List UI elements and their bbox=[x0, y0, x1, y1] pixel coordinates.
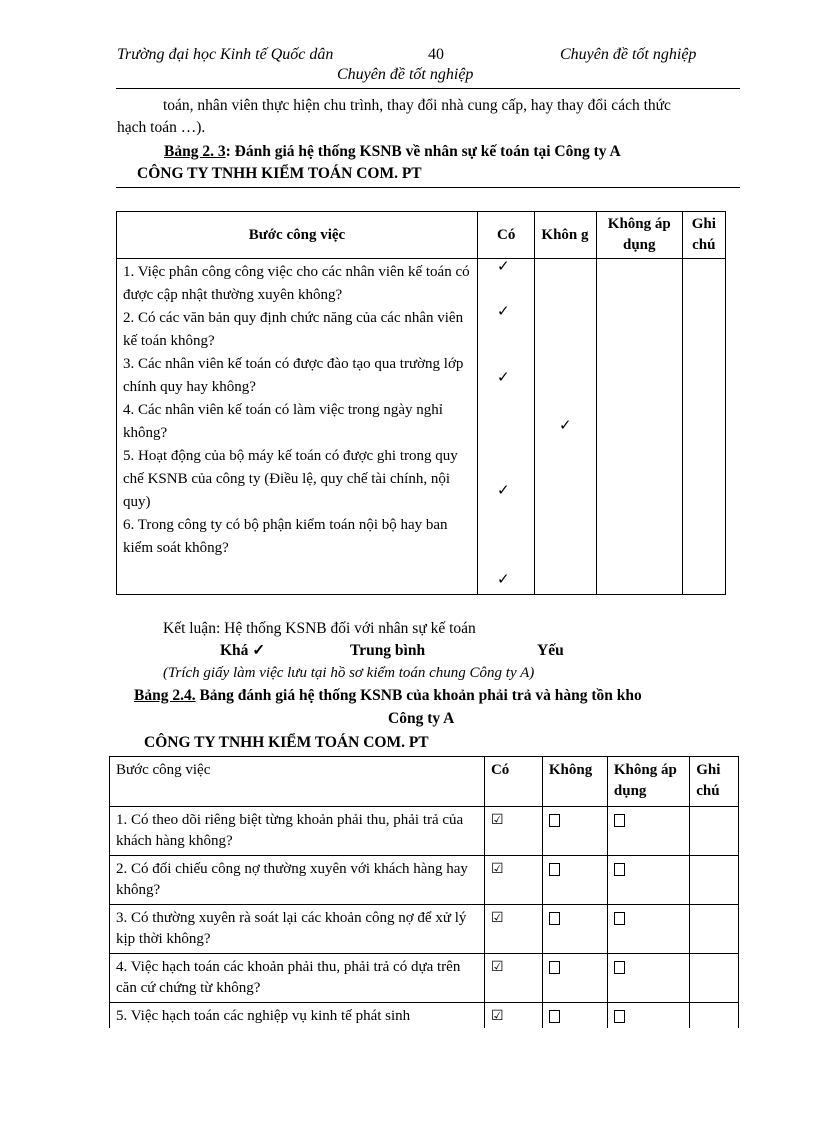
table2-row-text: 3. Có thường xuyên rà soát lại các khoản công nợ để xử lý kịp thời không? bbox=[110, 905, 485, 954]
table2-na-checkbox bbox=[614, 912, 625, 925]
header-right-title: Chuyên đề tốt nghiệp bbox=[560, 46, 697, 63]
table1-na-cell bbox=[596, 259, 682, 595]
page-cutoff bbox=[0, 1028, 816, 1123]
table1-question-6: 6. Trong công ty có bộ phận kiểm toán nội bộ hay ban kiểm soát không? bbox=[123, 517, 448, 556]
table2-row bbox=[110, 905, 739, 954]
table2-na-checkbox bbox=[614, 961, 625, 974]
table2-row bbox=[110, 954, 739, 1003]
table2-na-checkbox-cell bbox=[607, 807, 689, 856]
table2-yes-checkbox: ☑ bbox=[484, 807, 542, 856]
table1-question-5: 5. Hoạt động của bộ máy kế toán có được ghi trong quy chế KSNB của công ty (Điều lệ, quy chế tài chính, nội quy) bbox=[123, 448, 458, 510]
table1-caption bbox=[164, 141, 621, 163]
header-rule bbox=[116, 88, 740, 89]
table2-note-cell bbox=[690, 856, 739, 905]
conclusion-source: (Trích giấy làm việc lưu tại hồ sơ kiểm toán chung Công ty A) bbox=[163, 665, 535, 681]
table1-questions-cell bbox=[117, 259, 478, 595]
table2-yes-checkbox: ☑ bbox=[484, 1003, 542, 1034]
table2-yes-checkbox: ☑ bbox=[484, 905, 542, 954]
table2-row-text: 4. Việc hạch toán các khoản phải thu, phải trả có dựa trên căn cứ chứng từ không? bbox=[110, 954, 485, 1003]
check-mark-q5: ✓ bbox=[497, 483, 510, 499]
table2-no-checkbox bbox=[549, 1010, 560, 1023]
table2-no-checkbox-cell bbox=[542, 954, 607, 1003]
table2-header-na: Không áp dụng bbox=[607, 757, 689, 807]
table2-caption-text: Bảng đánh giá hệ thống KSNB của khoản phải trả và hàng tồn kho bbox=[195, 687, 642, 704]
table1 bbox=[116, 211, 726, 595]
conclusion-text: Kết luận: Hệ thống KSNB đối với nhân sự kế toán bbox=[163, 620, 476, 637]
table2 bbox=[109, 756, 739, 1034]
table1-question-2: 2. Có các văn bản quy định chức năng của các nhân viên kế toán không? bbox=[123, 310, 464, 349]
conclusion-option-mid: Trung bình bbox=[350, 642, 426, 659]
check-mark-q3: ✓ bbox=[497, 370, 510, 386]
table2-note-cell bbox=[690, 954, 739, 1003]
table2-header-step: Bước công việc bbox=[110, 757, 485, 807]
table1-question-3: 3. Các nhân viên kế toán có được đào tạo qua trường lớp chính quy hay không? bbox=[123, 356, 464, 395]
table2-no-checkbox-cell bbox=[542, 856, 607, 905]
table2-caption-line2: Công ty A bbox=[388, 710, 455, 727]
table2-no-checkbox-cell bbox=[542, 905, 607, 954]
check-mark-q2: ✓ bbox=[497, 304, 510, 320]
table2-na-checkbox-cell bbox=[607, 856, 689, 905]
table2-no-checkbox bbox=[549, 863, 560, 876]
intro-line-1: toán, nhân viên thực hiện chu trình, thay đổi nhà cung cấp, hay thay đổi cách thức bbox=[163, 97, 671, 114]
table1-header-na: Không áp dụng bbox=[596, 212, 682, 259]
table2-no-checkbox bbox=[549, 814, 560, 827]
check-mark-q4-no: ✓ bbox=[559, 418, 572, 434]
table2-row-text: 2. Có đối chiếu công nợ thường xuyên với khách hàng hay không? bbox=[110, 856, 485, 905]
table1-header-yes: Có bbox=[477, 212, 534, 259]
table2-no-checkbox bbox=[549, 961, 560, 974]
table2-caption-label: Bảng 2.4. bbox=[134, 687, 196, 704]
table2-no-checkbox bbox=[549, 912, 560, 925]
table2-yes-checkbox: ☑ bbox=[484, 954, 542, 1003]
header-school: Trường đại học Kinh tế Quốc dân bbox=[117, 46, 334, 63]
table2-na-checkbox bbox=[614, 814, 625, 827]
table2-no-checkbox-cell bbox=[542, 807, 607, 856]
table1-company: CÔNG TY TNHH KIỂM TOÁN COM. PT bbox=[137, 165, 422, 182]
table2-note-cell bbox=[690, 807, 739, 856]
intro-line-2: hạch toán …). bbox=[117, 119, 206, 136]
check-mark-q6: ✓ bbox=[497, 572, 510, 588]
conclusion-option-weak: Yếu bbox=[537, 642, 564, 659]
table1-question-1: 1. Việc phân công công việc cho các nhân viên kế toán có được cập nhật thường xuyên không? bbox=[123, 264, 470, 303]
table1-header-step: Bước công việc bbox=[117, 212, 478, 259]
page-number: 40 bbox=[428, 46, 444, 63]
table2-header-note: Ghi chú bbox=[690, 757, 739, 807]
table2-company: CÔNG TY TNHH KIỂM TOÁN COM. PT bbox=[144, 734, 429, 751]
table2-header-yes: Có bbox=[484, 757, 542, 807]
table2-row bbox=[110, 807, 739, 856]
table2-row bbox=[110, 856, 739, 905]
conclusion-option-good: Khá ✓ bbox=[220, 642, 266, 659]
table2-na-checkbox bbox=[614, 1010, 625, 1023]
table2-na-checkbox-cell bbox=[607, 905, 689, 954]
check-mark-q1: ✓ bbox=[497, 259, 510, 275]
table1-company-rule bbox=[116, 187, 740, 188]
table2-na-checkbox-cell bbox=[607, 954, 689, 1003]
table1-caption-label: Bảng 2. 3 bbox=[164, 143, 226, 160]
table2-na-checkbox bbox=[614, 863, 625, 876]
table1-note-cell bbox=[682, 259, 725, 595]
table2-row-text: 5. Việc hạch toán các nghiệp vụ kinh tế phát sinh bbox=[110, 1003, 485, 1034]
table1-question-4: 4. Các nhân viên kế toán có làm việc trong ngày nghỉ không? bbox=[123, 402, 443, 441]
table1-caption-text: : Đánh giá hệ thống KSNB về nhân sự kế toán tại Công ty A bbox=[225, 143, 621, 160]
table2-row-text: 1. Có theo dõi riêng biệt từng khoản phải thu, phải trả của khách hàng không? bbox=[110, 807, 485, 856]
table2-note-cell bbox=[690, 905, 739, 954]
table2-yes-checkbox: ☑ bbox=[484, 856, 542, 905]
table1-header-no: Khôn g bbox=[535, 212, 597, 259]
table2-header-no: Không bbox=[542, 757, 607, 807]
table1-header-note: Ghi chú bbox=[682, 212, 725, 259]
table2-caption bbox=[134, 685, 642, 707]
header-center-title: Chuyên đề tốt nghiệp bbox=[337, 66, 474, 83]
